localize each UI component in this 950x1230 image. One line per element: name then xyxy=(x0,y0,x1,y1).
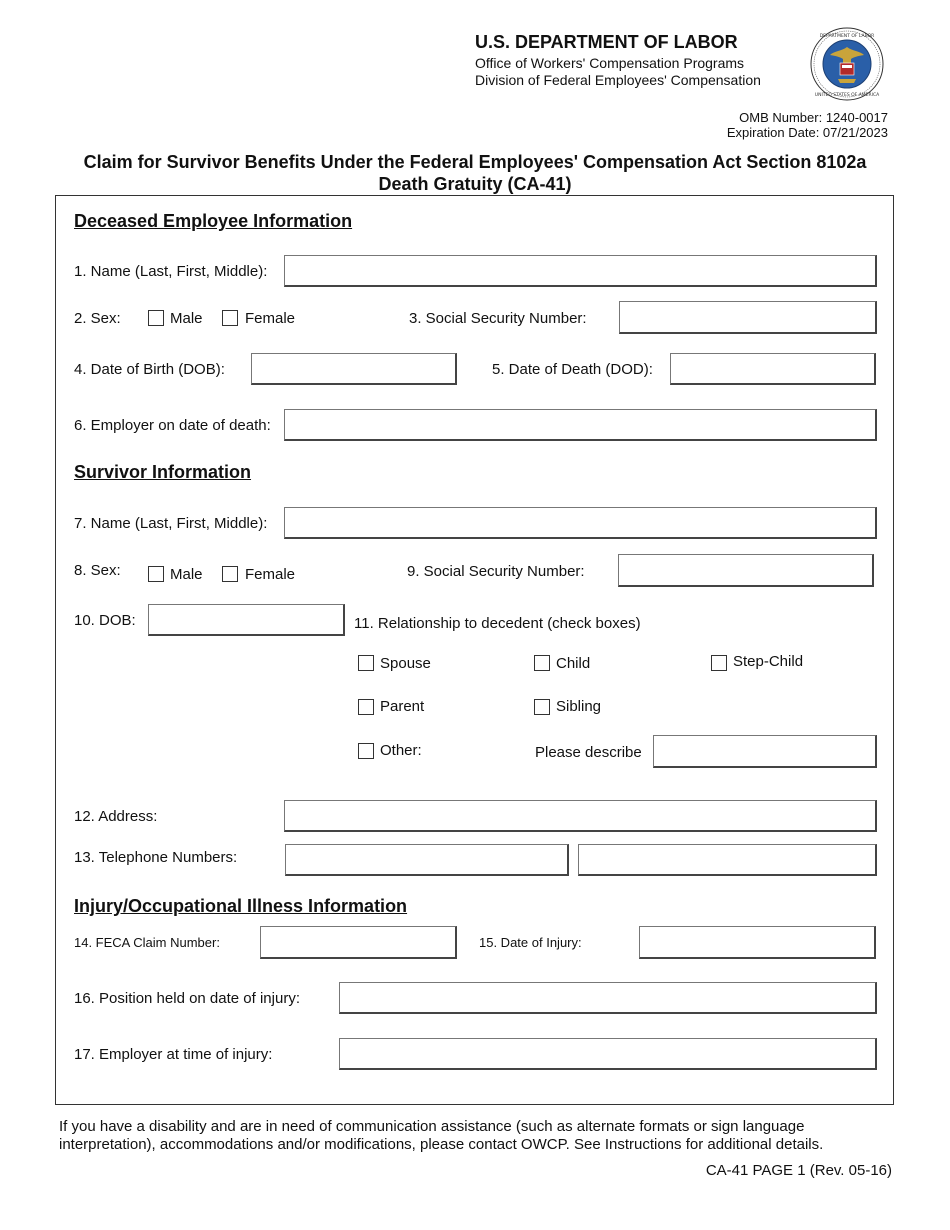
deceased-employer-field[interactable] xyxy=(284,409,877,441)
deceased-section-heading: Deceased Employee Information xyxy=(74,211,353,231)
deceased-female-label: Female xyxy=(245,310,296,327)
feca-field[interactable] xyxy=(260,926,457,959)
phone-label: 13. Telephone Numbers: xyxy=(74,849,238,866)
agency-name: U.S. DEPARTMENT OF LABOR xyxy=(475,32,738,52)
other-checkbox[interactable] xyxy=(358,743,374,759)
seal-text-top: DEPARTMENT OF LABOR xyxy=(819,34,875,39)
survivor-section-heading: Survivor Information xyxy=(74,462,252,482)
expiration-date: Expiration Date: 07/21/2023 xyxy=(726,125,888,140)
deceased-ssn-field[interactable] xyxy=(619,301,877,334)
deceased-dod-label: 5. Date of Death (DOD): xyxy=(492,361,653,378)
injury-employer-label: 17. Employer at time of injury: xyxy=(74,1046,273,1063)
page-identifier: CA-41 PAGE 1 (Rev. 05-16) xyxy=(705,1162,892,1179)
survivor-male-label: Male xyxy=(170,566,203,583)
spouse-checkbox[interactable] xyxy=(358,655,374,671)
feca-label: 14. FECA Claim Number: xyxy=(74,935,220,950)
form-title-line1: Claim for Survivor Benefits Under the Federal Employees' Compensation Act Section 8102a xyxy=(83,152,867,172)
injury-date-label: 15. Date of Injury: xyxy=(479,935,582,950)
seal-text-bottom: UNITED STATES OF AMERICA xyxy=(814,93,880,98)
survivor-sex-label: 8. Sex: xyxy=(74,562,121,579)
office-name: Office of Workers' Compensation Programs xyxy=(475,55,745,71)
deceased-male-label: Male xyxy=(170,310,203,327)
survivor-ssn-field[interactable] xyxy=(618,554,874,587)
survivor-male-checkbox[interactable] xyxy=(148,566,164,582)
child-label: Child xyxy=(556,655,591,672)
omb-number: OMB Number: 1240-0017 xyxy=(739,110,888,125)
division-name: Division of Federal Employees' Compensation xyxy=(475,72,761,88)
describe-field[interactable] xyxy=(653,735,877,768)
deceased-dob-label: 4. Date of Birth (DOB): xyxy=(74,361,225,378)
deceased-dob-field[interactable] xyxy=(251,353,457,385)
survivor-dob-label: 10. DOB: xyxy=(74,612,136,629)
sibling-checkbox[interactable] xyxy=(534,699,550,715)
accessibility-notice-line2: interpretation), accommodations and/or modifications, please contact OWCP. See Instructions for additional details. xyxy=(59,1136,824,1153)
survivor-ssn-label: 9. Social Security Number: xyxy=(407,563,585,580)
position-field[interactable] xyxy=(339,982,877,1014)
deceased-dod-field[interactable] xyxy=(670,353,876,385)
accessibility-notice-line1: If you have a disability and are in need of communication assistance (such as alternate formats or sign language xyxy=(59,1118,805,1135)
survivor-female-label: Female xyxy=(245,566,296,583)
deceased-name-field[interactable] xyxy=(284,255,877,287)
phone-field-1[interactable] xyxy=(285,844,569,876)
describe-label: Please describe xyxy=(535,744,642,761)
deceased-name-label: 1. Name (Last, First, Middle): xyxy=(74,263,268,280)
address-label: 12. Address: xyxy=(74,808,158,825)
injury-date-field[interactable] xyxy=(639,926,876,959)
survivor-name-field[interactable] xyxy=(284,507,877,539)
parent-checkbox[interactable] xyxy=(358,699,374,715)
deceased-male-checkbox[interactable] xyxy=(148,310,164,326)
spouse-label: Spouse xyxy=(380,655,431,672)
phone-field-2[interactable] xyxy=(578,844,877,876)
deceased-ssn-label: 3. Social Security Number: xyxy=(409,310,587,327)
child-checkbox[interactable] xyxy=(534,655,550,671)
injury-employer-field[interactable] xyxy=(339,1038,877,1070)
other-label: Other: xyxy=(380,742,422,759)
survivor-dob-field[interactable] xyxy=(148,604,345,636)
position-label: 16. Position held on date of injury: xyxy=(74,990,300,1007)
parent-label: Parent xyxy=(380,698,425,715)
injury-section-heading: Injury/Occupational Illness Information xyxy=(74,896,408,916)
form-title-line2: Death Gratuity (CA-41) xyxy=(378,174,572,194)
deceased-employer-label: 6. Employer on date of death: xyxy=(74,417,271,434)
deceased-female-checkbox[interactable] xyxy=(222,310,238,326)
sibling-label: Sibling xyxy=(556,698,602,715)
deceased-sex-label: 2. Sex: xyxy=(74,310,121,327)
relationship-label: 11. Relationship to decedent (check boxes) xyxy=(354,615,641,632)
address-field[interactable] xyxy=(284,800,877,832)
dol-seal-icon xyxy=(810,27,884,101)
step-child-checkbox[interactable] xyxy=(711,655,727,671)
survivor-name-label: 7. Name (Last, First, Middle): xyxy=(74,515,268,532)
step-child-label: Step-Child xyxy=(733,653,804,670)
survivor-female-checkbox[interactable] xyxy=(222,566,238,582)
